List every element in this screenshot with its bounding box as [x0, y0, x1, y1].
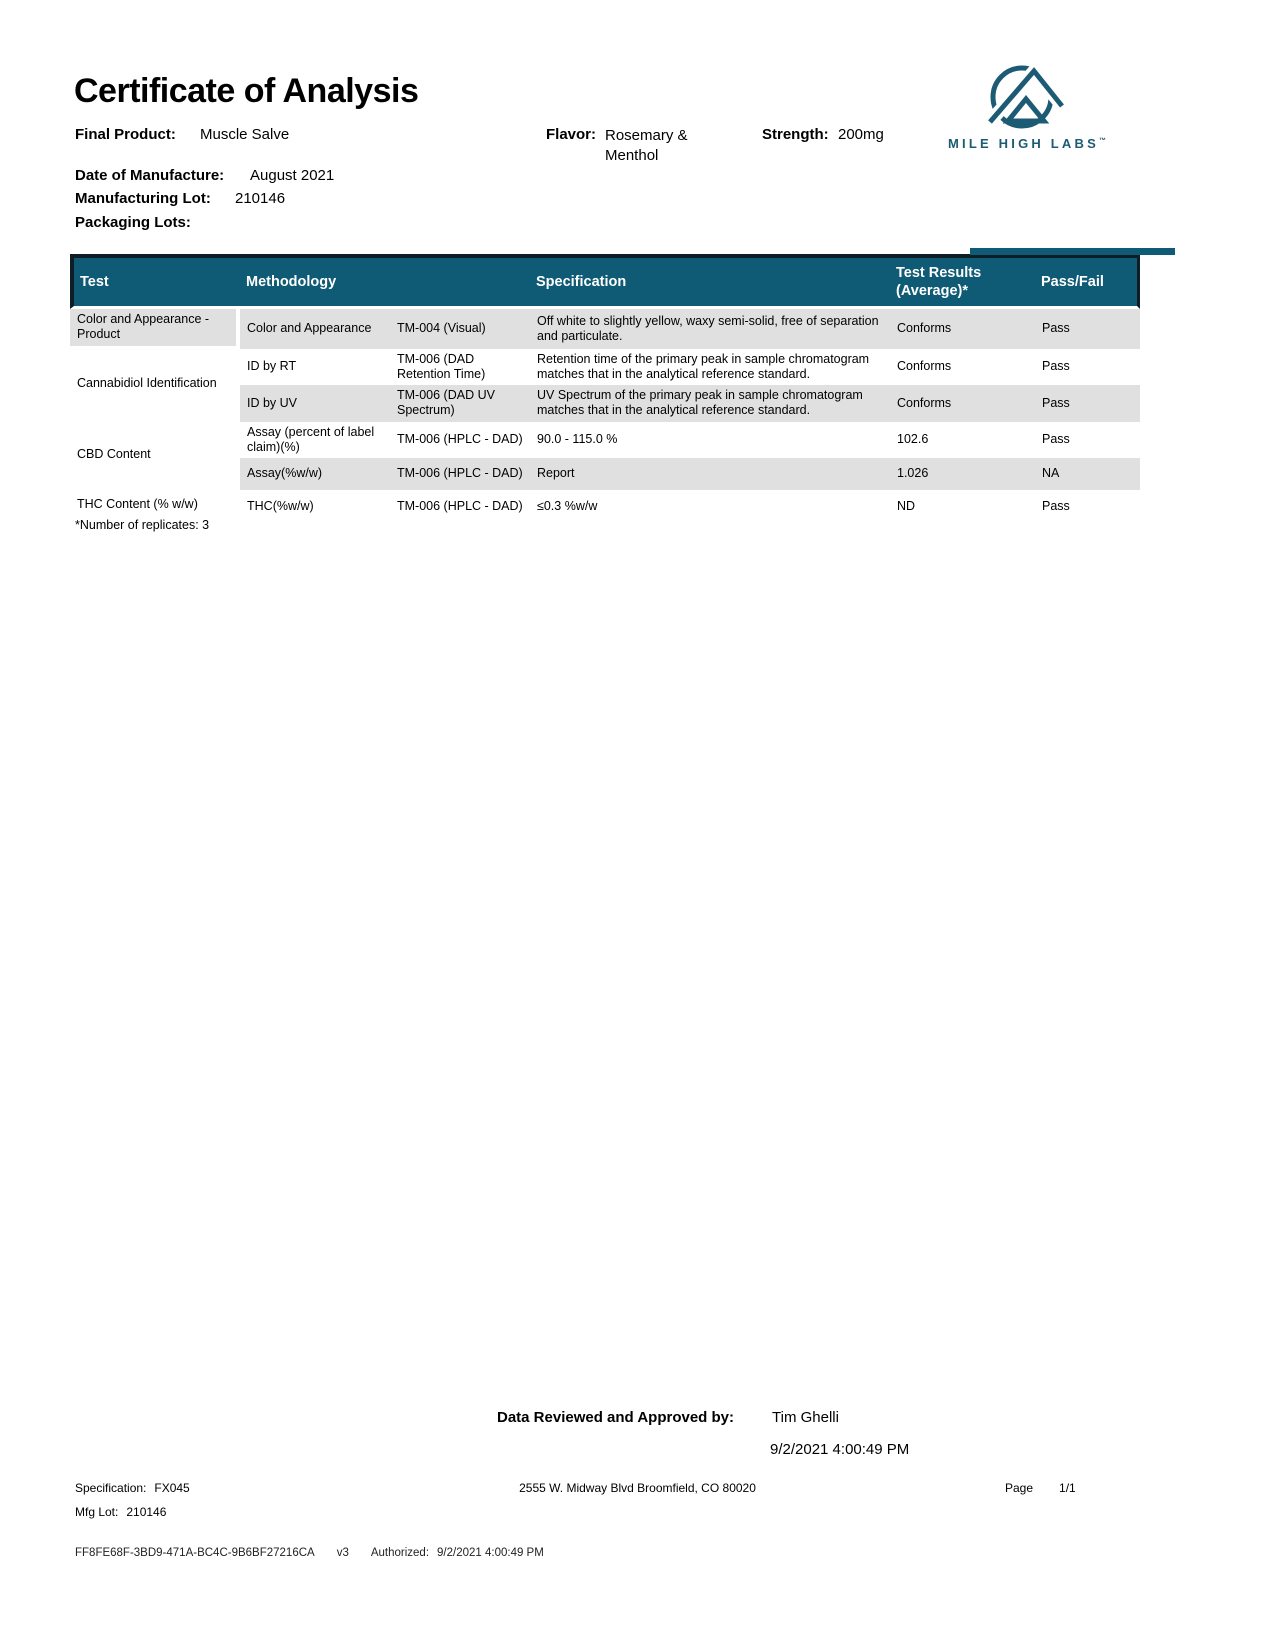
methodology-cell: TM-006 (HPLC - DAD) [390, 458, 530, 490]
specification-cell: UV Spectrum of the primary peak in sample chromatogram matches that in the analytical reference standard. [530, 385, 890, 422]
footer-specification-value: FX045 [154, 1481, 190, 1495]
results-table [70, 254, 1140, 523]
packaging-lots-label: Packaging Lots: [75, 214, 191, 231]
method-cell: Assay (percent of label claim)(%) [240, 422, 390, 459]
footer-authorized-datetime: 9/2/2021 4:00:49 PM [437, 1547, 544, 1559]
approved-by-label: Data Reviewed and Approved by: [497, 1409, 734, 1426]
footer-page-number: 1/1 [1059, 1481, 1076, 1495]
footer-document-line [75, 1547, 544, 1559]
method-cell: Color and Appearance [240, 309, 390, 349]
test-group-cell: Color and Appearance - Product [70, 309, 240, 349]
table-row [70, 422, 1140, 459]
methodology-cell: TM-006 (HPLC - DAD) [390, 490, 530, 523]
result-cell: ND [890, 490, 1035, 523]
replicates-footnote: *Number of replicates: 3 [75, 518, 210, 532]
result-cell: 102.6 [890, 422, 1035, 459]
specification-cell: Report [530, 458, 890, 490]
specification-cell: ≤0.3 %w/w [530, 490, 890, 523]
footer-page-label: Page [1005, 1481, 1034, 1495]
result-cell: Conforms [890, 349, 1035, 386]
col-header-test-results: Test Results (Average)* [890, 254, 1035, 309]
trademark-symbol: ™ [1098, 137, 1106, 145]
test-group-cell: THC Content (% w/w) [70, 490, 240, 523]
table-row [70, 309, 1140, 349]
pass-fail-cell: Pass [1035, 422, 1140, 459]
method-cell: ID by RT [240, 349, 390, 386]
methodology-cell: TM-004 (Visual) [390, 309, 530, 349]
footer-mfg-lot-label: Mfg Lot: [75, 1505, 119, 1519]
strength-value: 200mg [838, 126, 884, 143]
test-group-cell: CBD Content [70, 422, 240, 491]
approved-by-name: Tim Ghelli [772, 1409, 839, 1426]
result-cell: Conforms [890, 385, 1035, 422]
brand-name: MILE HIGH LABS [948, 136, 1099, 151]
pass-fail-cell: Pass [1035, 309, 1140, 349]
footer-page [1005, 1481, 1076, 1495]
footer-specification-label: Specification: [75, 1481, 147, 1495]
footer-address: 2555 W. Midway Blvd Broomfield, CO 80020 [519, 1481, 756, 1495]
pass-fail-cell: Pass [1035, 385, 1140, 422]
pass-fail-cell: Pass [1035, 349, 1140, 386]
method-cell: THC(%w/w) [240, 490, 390, 523]
date-of-manufacture-value: August 2021 [250, 167, 335, 184]
page-title: Certificate of Analysis [74, 72, 419, 110]
date-of-manufacture-label: Date of Manufacture: [75, 167, 225, 184]
table-header-row [70, 254, 1140, 309]
result-cell: Conforms [890, 309, 1035, 349]
flavor-value-line2: Menthol [605, 147, 659, 164]
pass-fail-cell: Pass [1035, 490, 1140, 523]
footer-mfg-lot [75, 1505, 166, 1519]
brand-wordmark [938, 136, 1116, 151]
final-product-value: Muscle Salve [200, 126, 290, 143]
approved-by-datetime: 9/2/2021 4:00:49 PM [770, 1441, 910, 1458]
method-cell: ID by UV [240, 385, 390, 422]
final-product-label: Final Product: [75, 126, 176, 143]
flavor-value [605, 126, 688, 166]
col-header-test: Test [70, 254, 240, 309]
footer-authorized-label: Authorized: [370, 1547, 430, 1559]
strength-label: Strength: [762, 126, 829, 143]
col-header-methodology: Methodology [240, 254, 530, 309]
results-table-section [70, 254, 1140, 523]
specification-cell: Off white to slightly yellow, waxy semi-solid, free of separation and particulate. [530, 309, 890, 349]
col-header-pass-fail: Pass/Fail [1035, 254, 1140, 309]
methodology-cell: TM-006 (DAD Retention Time) [390, 349, 530, 386]
flavor-value-line1: Rosemary & [605, 127, 688, 144]
specification-cell: Retention time of the primary peak in sample chromatogram matches that in the analytical reference standard. [530, 349, 890, 386]
table-header-artifact [970, 248, 1175, 255]
methodology-cell: TM-006 (DAD UV Spectrum) [390, 385, 530, 422]
methodology-cell: TM-006 (HPLC - DAD) [390, 422, 530, 459]
flavor-label: Flavor: [546, 126, 597, 143]
mountain-circle-logo-icon [968, 58, 1076, 138]
footer-document-id: FF8FE68F-3BD9-471A-BC4C-9B6BF27216CA [75, 1547, 315, 1559]
table-row [70, 490, 1140, 523]
manufacturing-lot-value: 210146 [235, 190, 286, 207]
test-group-cell: Cannabidiol Identification [70, 349, 240, 422]
specification-cell: 90.0 - 115.0 % [530, 422, 890, 459]
method-cell: Assay(%w/w) [240, 458, 390, 490]
result-cell: 1.026 [890, 458, 1035, 490]
table-row [70, 349, 1140, 386]
footer-version: v3 [336, 1547, 349, 1559]
manufacturing-lot-label: Manufacturing Lot: [75, 190, 211, 207]
pass-fail-cell: NA [1035, 458, 1140, 490]
footer-mfg-lot-value: 210146 [126, 1505, 167, 1519]
col-header-specification: Specification [530, 254, 890, 309]
